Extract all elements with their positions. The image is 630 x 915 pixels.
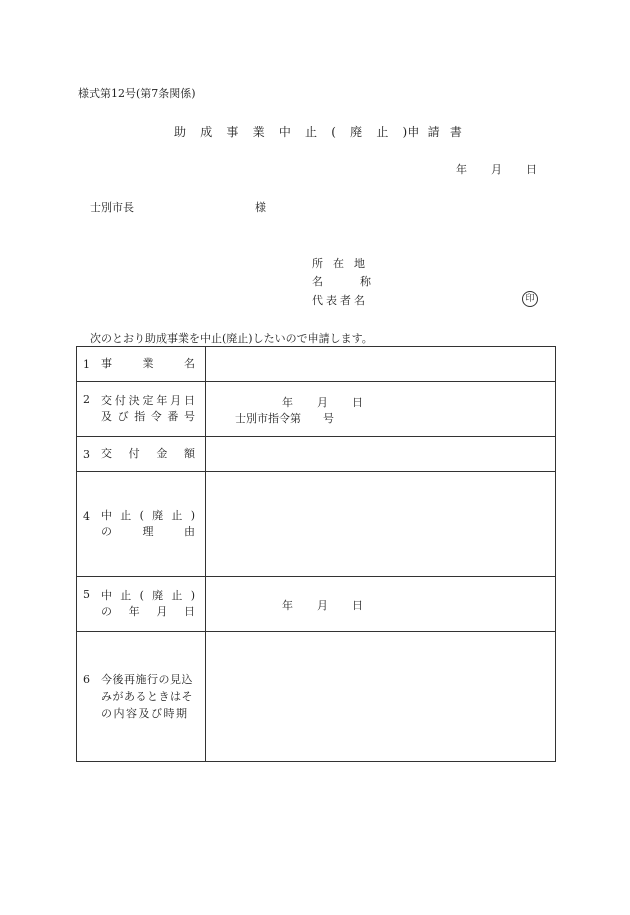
- row-label: 2 交 付 決 定 年 月 日 及 び 指 令 番 号: [77, 382, 206, 437]
- discontinuation-date-field[interactable]: [206, 577, 556, 632]
- grant-decision-date: 年 月 日: [282, 396, 363, 409]
- row-label: 1 事 業 名: [77, 347, 206, 382]
- label-line: 今後再施行の見込: [101, 673, 193, 686]
- row-label: 5 中 止 ( 廃 止 ) の 年 月 日: [77, 577, 206, 632]
- row-label: 4 中 止 ( 廃 止 ) の 理 由: [77, 472, 206, 577]
- label-line: 中 止 ( 廃 止 ): [101, 589, 195, 602]
- addressee-name: 士別市長: [90, 201, 134, 214]
- grant-amount-field[interactable]: [206, 437, 556, 472]
- discontinuation-date: 年 月 日: [282, 599, 363, 612]
- discontinuation-reason-field[interactable]: [206, 472, 556, 577]
- form-number: 様式第12号(第7条関係): [78, 87, 196, 100]
- addressee-honorific: 様: [255, 201, 266, 214]
- table-row: [77, 577, 556, 632]
- table-row: [77, 382, 556, 437]
- label-line: の 年 月 日: [101, 605, 195, 618]
- table-row: [77, 472, 556, 577]
- label-line: 交 付 金 額: [101, 447, 195, 460]
- document-title: 助 成 事 業 中 止 ( 廃 止 )申 請 書: [174, 125, 463, 139]
- business-name-field[interactable]: [206, 347, 556, 382]
- grant-decision-field[interactable]: [206, 382, 556, 437]
- future-resumption-field[interactable]: [206, 632, 556, 762]
- applicant-representative-label: 代 表 者 名: [312, 294, 365, 307]
- label-line: 及 び 指 令 番 号: [101, 410, 195, 423]
- label-line: の 理 由: [101, 525, 195, 538]
- label-line: みがあるときはそ: [101, 690, 193, 703]
- label-line: 中 止 ( 廃 止 ): [101, 509, 195, 522]
- seal-icon: 印: [522, 291, 538, 307]
- table-row: [77, 347, 556, 382]
- application-date: 年 月 日: [456, 163, 537, 176]
- application-table: [76, 346, 556, 762]
- row-label: 6 今後再施行の見込 みがあるときはそ の内容及び時期: [77, 632, 206, 762]
- table-row: [77, 632, 556, 762]
- label-line: 事 業 名: [101, 357, 195, 370]
- label-line: の内容及び時期: [101, 707, 189, 720]
- applicant-address-label: 所 在 地: [312, 257, 365, 270]
- row-label: 3 交 付 金 額: [77, 437, 206, 472]
- applicant-name-label: 名 称: [312, 275, 371, 288]
- intro-text: 次のとおり助成事業を中止(廃止)したいので申請します。: [90, 332, 373, 345]
- table-row: [77, 437, 556, 472]
- grant-order-number: 士別市指令第 号: [235, 412, 334, 425]
- label-line: 交 付 決 定 年 月 日: [101, 394, 195, 407]
